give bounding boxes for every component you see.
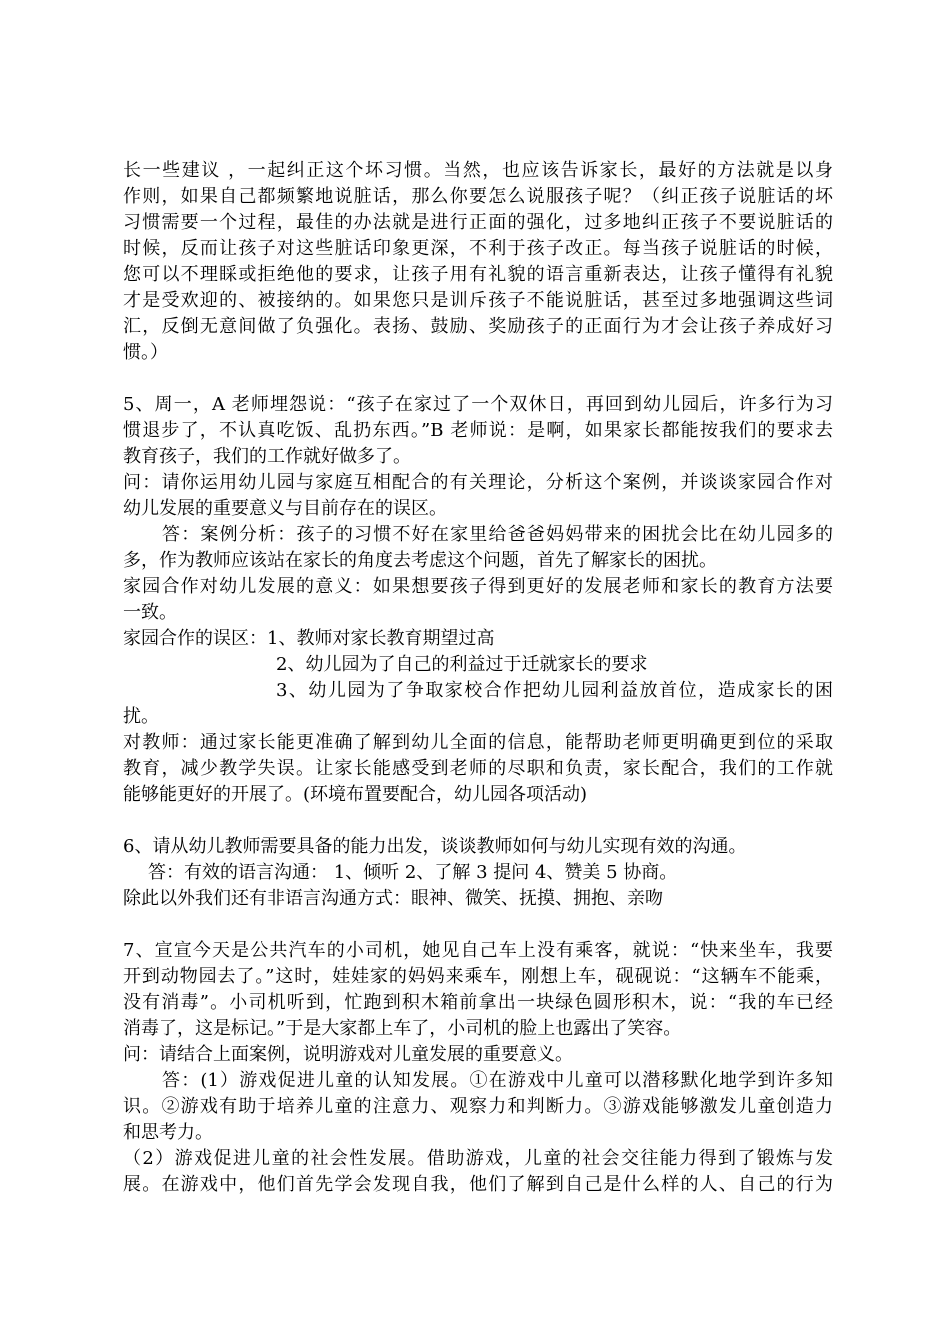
question-7-line: 7、宣宣今天是公共汽车的小司机，她见自己车上没有乘客，就说：“快来坐车，我要: [123, 940, 833, 961]
answer-5-list-item: 3、幼儿园为了争取家校合作把幼儿园利益放首位，造成家长的困: [276, 680, 833, 701]
answer-7-line: （2）游戏促进儿童的社会性发展。借助游戏，儿童的社会交往能力得到了锻炼与发: [123, 1148, 833, 1169]
text-line: 惯。）: [123, 342, 168, 363]
answer-5-list-item: 家园合作的误区：1、教师对家长教育期望过高: [123, 628, 495, 649]
answer-5-line: 多，作为教师应该站在家长的角度去考虑这个问题，首先了解家长的困扰。: [123, 550, 717, 571]
question-5-prompt: 问：请你运用幼儿园与家庭互相配合的有关理论，分析这个案例，并谈谈家园合作对: [123, 472, 833, 493]
answer-6-line: 除此以外我们还有非语言沟通方式：眼神、微笑、抚摸、拥抱、亲吻: [123, 888, 663, 909]
text-line: 时候，反而让孩子对这些脏话印象更深，不利于孩子改正。每当孩子说脏话的时候，: [123, 238, 833, 259]
answer-5-line: 答：案例分析：孩子的习惯不好在家里给爸爸妈妈带来的困扰会比在幼儿园多的: [162, 524, 833, 545]
text-line: 长一些建议 ，一起纠正这个坏习惯。当然，也应该告诉家长，最好的方法就是以身: [123, 160, 833, 181]
text-line: 您可以不理睬或拒绝他的要求，让孩子用有礼貌的语言重新表达，让孩子懂得有礼貌: [123, 264, 833, 285]
answer-7-line: 和思考力。: [123, 1122, 213, 1143]
question-7-line: 没有消毒”。小司机听到，忙跑到积木箱前拿出一块绿色圆形积木，说：“我的车已经: [123, 992, 833, 1013]
text-line: 作则，如果自己都频繁地说脏话，那么你要怎么说服孩子呢？（纠正孩子说脏话的坏: [123, 186, 833, 207]
question-7-line: 开到动物园去了。”这时，娃娃家的妈妈来乘车，刚想上车，砚砚说：“这辆车不能乘，: [123, 966, 833, 987]
answer-5-line: 能够能更好的开展了。(环境布置要配合，幼儿园各项活动): [123, 784, 588, 805]
answer-7-line: 识。②游戏有助于培养儿童的注意力、观察力和判断力。③游戏能够激发儿童创造力: [123, 1096, 833, 1117]
text-line: 习惯需要一个过程，最佳的办法就是进行正面的强化，过多地纠正孩子不要说脏话的: [123, 212, 833, 233]
answer-5-line: 教育，减少教学失误。让家长能感受到老师的尽职和负责，家长配合，我们的工作就: [123, 758, 833, 779]
answer-7-line: 展。在游戏中，他们首先学会发现自我，他们了解到自己是什么样的人、自己的行为: [123, 1174, 833, 1195]
answer-5-list-item: 扰。: [123, 706, 159, 727]
answer-5-line: 家园合作对幼儿发展的意义：如果想要孩子得到更好的发展老师和家长的教育方法要: [123, 576, 833, 597]
answer-5-line: 对教师：通过家长能更准确了解到幼儿全面的信息，能帮助老师更明确更到位的采取: [123, 732, 833, 753]
text-line: 才是受欢迎的、被接纳的。如果您只是训斥孩子不能说脏话，甚至过多地强调这些词: [123, 290, 833, 311]
answer-5-list-item: 2、幼儿园为了自己的利益过于迁就家长的要求: [276, 654, 648, 675]
answer-6-line: 答：有效的语言沟通： 1、倾听 2、了解 3 提问 4、赞美 5 协商。: [148, 862, 678, 883]
question-5-line: 惯退步了，不认真吃饭、乱扔东西。”B 老师说：是啊，如果家长都能按我们的要求去: [123, 420, 833, 441]
answer-5-line: 一致。: [123, 602, 177, 623]
question-7-prompt: 问：请结合上面案例，说明游戏对儿童发展的重要意义。: [123, 1044, 573, 1065]
text-line: 汇，反倒无意间做了负强化。表扬、鼓励、奖励孩子的正面行为才会让孩子养成好习: [123, 316, 833, 337]
question-5-line: 教育孩子，我们的工作就好做多了。: [123, 446, 411, 467]
question-6-line: 6、请从幼儿教师需要具备的能力出发，谈谈教师如何与幼儿实现有效的沟通。: [123, 836, 747, 857]
question-5-prompt: 幼儿发展的重要意义与目前存在的误区。: [123, 498, 447, 519]
question-7-line: 消毒了，这是标记。”于是大家都上车了，小司机的脸上也露出了笑容。: [123, 1018, 682, 1039]
question-5-line: 5、周一，A 老师埋怨说：“孩子在家过了一个双休日，再回到幼儿园后，许多行为习: [123, 394, 833, 415]
answer-7-line: 答：(1）游戏促进儿童的认知发展。①在游戏中儿童可以潜移默化地学到许多知: [162, 1070, 833, 1091]
